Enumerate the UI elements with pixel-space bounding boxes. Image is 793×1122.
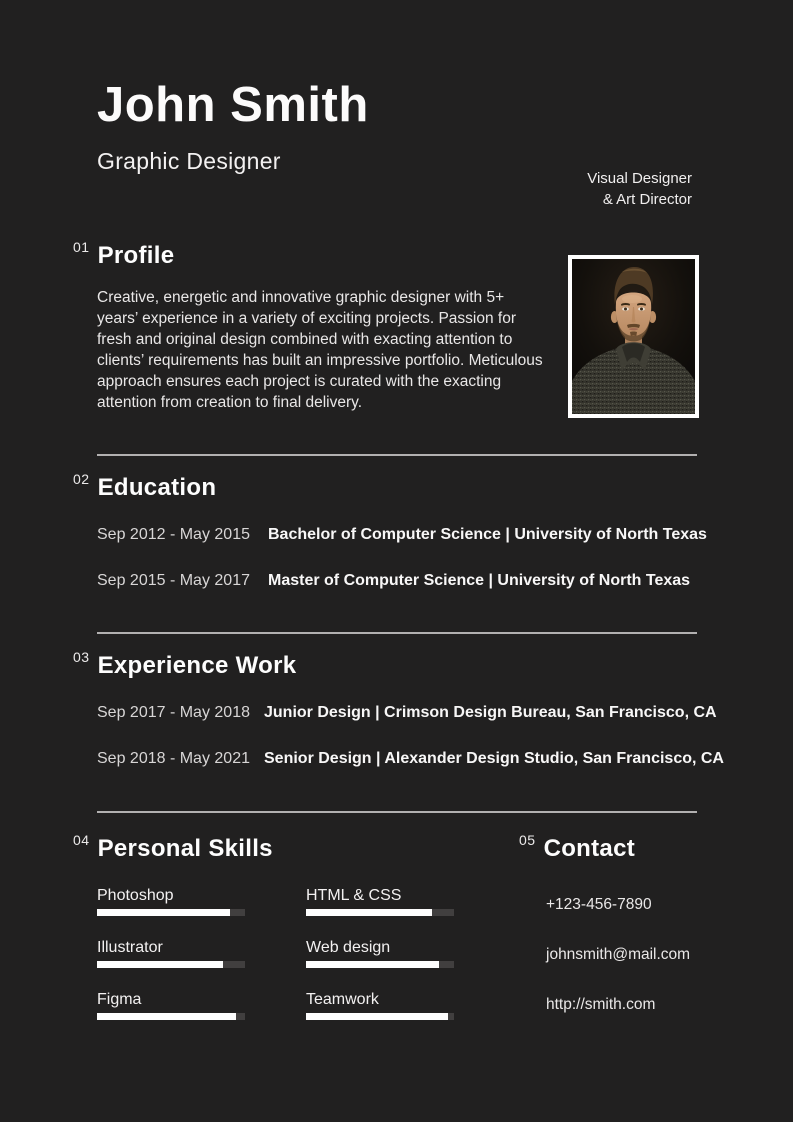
experience-dates: Sep 2018 - May 2021	[97, 750, 250, 767]
skill-bar-fill	[306, 961, 439, 968]
role-tagline	[587, 168, 692, 210]
skill-label: Teamwork	[306, 991, 379, 1008]
person-name: John Smith	[97, 78, 369, 132]
contact-email: johnsmith@mail.com	[546, 946, 691, 963]
skill-bar-track	[306, 1013, 454, 1020]
section-title: Education	[97, 474, 217, 501]
role-line-2: & Art Director	[602, 191, 692, 208]
skill-item	[97, 937, 245, 968]
skill-bar-track	[97, 909, 245, 916]
section-number: 02	[73, 471, 90, 487]
profile-summary: Creative, energetic and innovative graphic designer with 5+ years’ experience in a variety of exciting projects. Passion for fresh and original design combined with exacting attention to clients’ requirements has built an impressive portfolio. Meticulous approach ensures each project is curated with the exacting attention from creation to final delivery.	[97, 289, 543, 411]
section-number: 04	[73, 832, 90, 848]
section-divider	[97, 811, 697, 813]
education-dates: Sep 2012 - May 2015	[97, 526, 250, 543]
skill-item	[306, 885, 454, 916]
education-degree: Bachelor of Computer Science | University of North Texas	[268, 526, 707, 543]
education-heading	[73, 473, 707, 503]
skill-item	[97, 885, 245, 916]
experience-dates: Sep 2017 - May 2018	[97, 704, 250, 721]
contact-website: http://smith.com	[546, 996, 656, 1013]
job-title: Graphic Designer	[97, 148, 281, 174]
section-title: Contact	[543, 835, 636, 862]
section-profile	[73, 241, 544, 413]
skill-label: Web design	[306, 939, 391, 956]
skill-bar-track	[306, 961, 454, 968]
section-divider	[97, 454, 697, 456]
skill-item	[97, 989, 245, 1020]
section-contact	[519, 834, 690, 1046]
profile-heading	[73, 241, 544, 271]
skill-bar-fill	[97, 961, 223, 968]
education-row	[97, 526, 707, 544]
education-dates: Sep 2015 - May 2017	[97, 572, 250, 589]
section-experience	[73, 651, 724, 796]
skill-bar-track	[97, 961, 245, 968]
contact-phone: +123-456-7890	[546, 896, 652, 913]
section-number: 01	[73, 239, 90, 255]
experience-row	[97, 704, 724, 722]
skill-bar-fill	[97, 909, 230, 916]
skill-label: Photoshop	[97, 887, 174, 904]
section-title: Profile	[97, 242, 175, 269]
role-line-1: Visual Designer	[587, 170, 692, 187]
skills-grid	[97, 885, 454, 1020]
skills-heading	[73, 834, 454, 864]
section-education	[73, 473, 707, 618]
section-title: Experience Work	[97, 652, 297, 679]
experience-position: Senior Design | Alexander Design Studio, San Francisco, CA	[264, 750, 724, 767]
portrait-illustration	[572, 259, 695, 414]
experience-heading	[73, 651, 724, 681]
section-number: 05	[519, 832, 536, 848]
section-skills	[73, 834, 454, 1020]
skill-label: HTML & CSS	[306, 887, 402, 904]
skill-bar-track	[97, 1013, 245, 1020]
skill-label: Illustrator	[97, 939, 163, 956]
skill-bar-track	[306, 909, 454, 916]
education-degree: Master of Computer Science | University of North Texas	[268, 572, 691, 589]
header	[97, 76, 369, 175]
skill-label: Figma	[97, 991, 142, 1008]
profile-photo	[568, 255, 699, 418]
section-number: 03	[73, 649, 90, 665]
section-divider	[97, 632, 697, 634]
skill-item	[306, 937, 454, 968]
experience-position: Junior Design | Crimson Design Bureau, San Francisco, CA	[264, 704, 717, 721]
skill-item	[306, 989, 454, 1020]
experience-row	[97, 750, 724, 768]
skill-bar-fill	[97, 1013, 236, 1020]
contact-heading	[519, 834, 690, 864]
education-row	[97, 572, 707, 590]
skill-bar-fill	[306, 909, 432, 916]
skill-bar-fill	[306, 1013, 448, 1020]
section-title: Personal Skills	[97, 835, 273, 862]
